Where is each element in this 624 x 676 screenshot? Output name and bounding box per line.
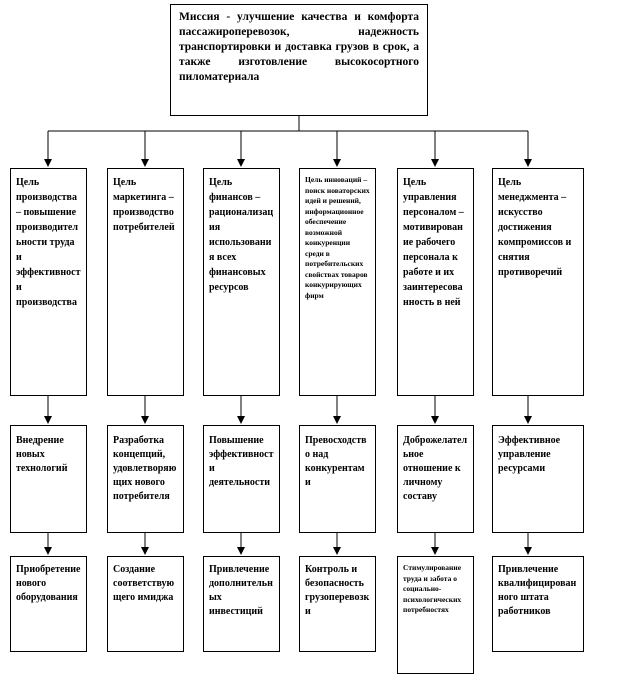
goal-production-box: Цель производства – повышение производительности труда и эффективности производства [10, 168, 87, 396]
action-personnel-box: Доброжелательное отношение к личному составу [397, 425, 474, 533]
goal-marketing-box: Цель маркетинга – производство потребителей [107, 168, 184, 396]
result-management-box: Привлечение квалифицированного штата работников [492, 556, 584, 652]
action-marketing-box: Разработка концепций, удовлетворяющих нового потребителя [107, 425, 184, 533]
result-finance-box: Привлечение дополнительных инвестиций [203, 556, 280, 652]
mission-box: Миссия - улучшение качества и комфорта пассажироперевозок, надежность транспортировки и доставка грузов в срок, а также изготовление высокосортного пиломатериала [170, 4, 428, 116]
result-production-box: Приобретение нового оборудования [10, 556, 87, 652]
action-management-box: Эффективное управление ресурсами [492, 425, 584, 533]
result-personnel-box: Стимулирование труда и забота о социально-психологических потребностях [397, 556, 474, 674]
action-finance-box: Повышение эффективности деятельности [203, 425, 280, 533]
result-innovation-box: Контроль и безопасность грузоперевозки [299, 556, 376, 652]
goal-personnel-box: Цель управления персоналом – мотивирование рабочего персонала к работе и их заинтересованность в ней [397, 168, 474, 396]
goal-management-box: Цель менеджмента – искусство достижения компромиссов и снятия противоречий [492, 168, 584, 396]
action-innovation-box: Превосходство над конкурентами [299, 425, 376, 533]
goal-finance-box: Цель финансов – рационализация использования всех финансовых ресурсов [203, 168, 280, 396]
goal-innovation-box: Цель инноваций – поиск новаторских идей и решений, информационное обеспечение возможной конкуренции среди в потребительских свойствах товаров конкурирующих фирм [299, 168, 376, 396]
result-marketing-box: Создание соответствующего имиджа [107, 556, 184, 652]
action-production-box: Внедрение новых технологий [10, 425, 87, 533]
